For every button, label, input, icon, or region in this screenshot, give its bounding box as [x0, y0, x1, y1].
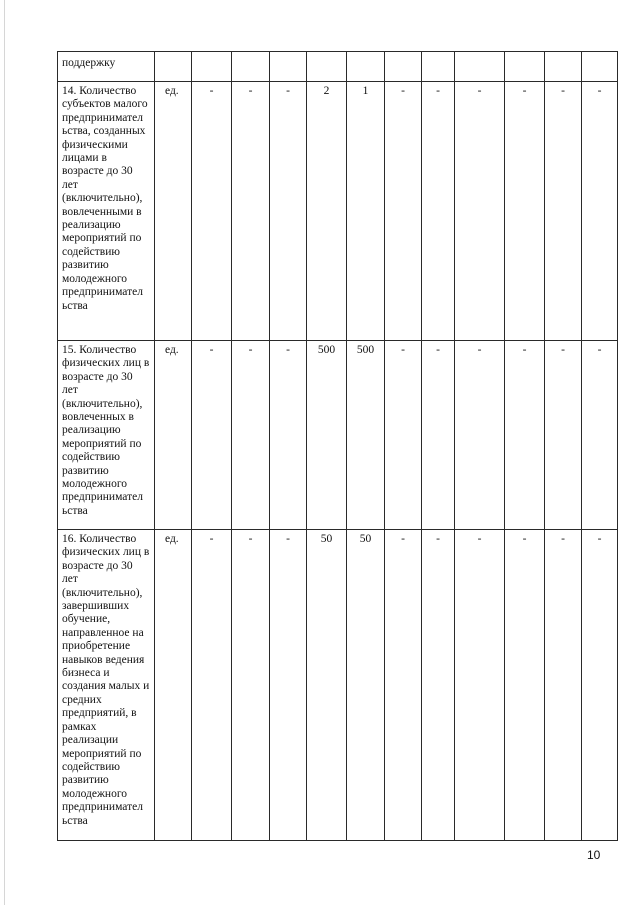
value-cell: -	[232, 82, 270, 341]
empty-cell	[270, 52, 307, 82]
page-number: 10	[587, 848, 601, 862]
empty-cell	[155, 52, 192, 82]
indicator-name-cell: 15. Количество физических лиц в возрасте до 30 лет (включительно), вовлеченных в реализацию мероприятий по содействию развитию молодежного предпринимател ьства	[58, 341, 155, 530]
unit-cell: ед.	[155, 82, 192, 341]
value-cell: -	[270, 530, 307, 841]
value-cell: -	[270, 341, 307, 530]
table-row	[58, 52, 618, 82]
unit-cell: ед.	[155, 341, 192, 530]
value-cell: -	[192, 530, 232, 841]
value-cell: 500	[307, 341, 347, 530]
empty-cell	[347, 52, 385, 82]
value-cell: -	[455, 341, 505, 530]
value-cell: -	[582, 341, 618, 530]
value-cell: -	[422, 341, 455, 530]
value-cell: 1	[347, 82, 385, 341]
value-cell: -	[505, 341, 545, 530]
scan-edge-line	[4, 0, 5, 905]
value-cell: -	[232, 341, 270, 530]
value-cell: -	[582, 530, 618, 841]
empty-cell	[455, 52, 505, 82]
value-cell: -	[232, 530, 270, 841]
value-cell: 500	[347, 341, 385, 530]
table-row	[58, 530, 618, 841]
empty-cell	[385, 52, 422, 82]
empty-cell	[422, 52, 455, 82]
empty-cell	[545, 52, 582, 82]
value-cell: -	[422, 82, 455, 341]
value-cell: -	[455, 530, 505, 841]
empty-cell	[505, 52, 545, 82]
value-cell: -	[270, 82, 307, 341]
value-cell: -	[582, 82, 618, 341]
value-cell: -	[505, 530, 545, 841]
indicator-name-cell: 16. Количество физических лиц в возрасте до 30 лет (включительно), завершивших обучение, направленное на приобретение навыков ведения бизнеса и создания малых и средних предприятий, в рамках реализации мероприятий по содействию развитию молодежного предпринимател ьства	[58, 530, 155, 841]
empty-cell	[192, 52, 232, 82]
table-row	[58, 82, 618, 341]
value-cell: -	[192, 341, 232, 530]
empty-cell	[582, 52, 618, 82]
value-cell: -	[545, 341, 582, 530]
value-cell: -	[385, 82, 422, 341]
value-cell: -	[545, 82, 582, 341]
indicator-name-cell: поддержку	[58, 52, 155, 82]
value-cell: -	[422, 530, 455, 841]
value-cell: 50	[347, 530, 385, 841]
table-row	[58, 341, 618, 530]
empty-cell	[307, 52, 347, 82]
value-cell: 2	[307, 82, 347, 341]
value-cell: -	[545, 530, 582, 841]
value-cell: -	[385, 341, 422, 530]
value-cell: -	[385, 530, 422, 841]
value-cell: -	[192, 82, 232, 341]
unit-cell: ед.	[155, 530, 192, 841]
value-cell: -	[455, 82, 505, 341]
indicator-name-cell: 14. Количество субъектов малого предпринимател ьства, созданных физическими лицами в возрасте до 30 лет (включительно), вовлеченными в реализацию мероприятий по содействию развитию молодежного предпринимател ьства	[58, 82, 155, 341]
value-cell: 50	[307, 530, 347, 841]
indicators-table	[57, 51, 618, 841]
empty-cell	[232, 52, 270, 82]
value-cell: -	[505, 82, 545, 341]
